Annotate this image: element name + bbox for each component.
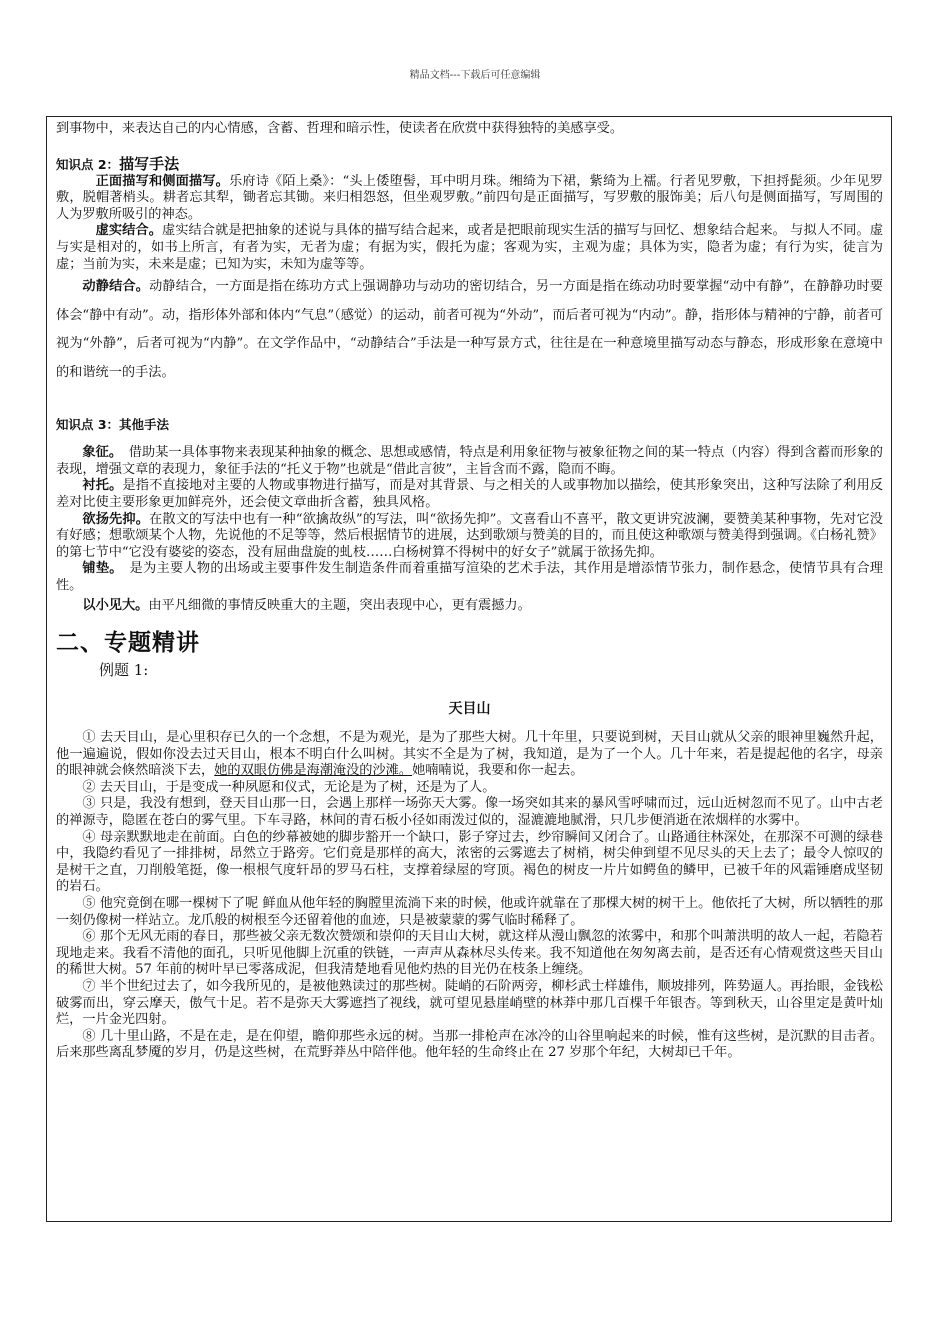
kp2-title-main: 描写手法: [119, 154, 180, 173]
kp3-term: 衬托。: [82, 478, 123, 494]
article-paragraph: ⑤ 他究竟倒在哪一棵树下了呢 鲜血从他年轻的胸膛里流淌下来的时候，他或许就靠在了那棵大树的树干上。他依托了大树，所以牺牲的那一刻仍像树一样站立。龙爪般的树根至今还留着他的血迹，只是被蒙蒙的雾气临时稀释了。: [56, 896, 883, 928]
kp3-term: 象征。: [82, 445, 116, 461]
kp3-text: 由平凡细微的事情反映重大的主题，突出表现中心，更有震撼力。: [148, 597, 531, 613]
article-title: 天目山: [448, 701, 491, 718]
kp2-item-dongjing: [56, 273, 883, 387]
kp3-text: 借助某一具体事物来表现某种抽象的概念、思想或感情，特点是利用象征物与被象征物之间的某一特点（内容）得到含蓄而形象的表现，增强文章的表现力，象征手法的“托义于物”也就是“借此言彼”，主旨含而不露，隐而不晦。: [56, 445, 883, 477]
kp2-term: 动静结合。: [82, 279, 150, 295]
section-heading: 二、专题精讲: [56, 630, 200, 657]
p1-after: 她喃喃说，我要和你一起去。: [412, 763, 584, 779]
article-paragraph: ③ 只是，我没有想到，登天目山那一日，会遇上那样一场弥天大雾。像一场突如其来的暴风雪呼啸而过，远山近树忽而不见了。山中古老的禅源寺，隐匿在苍白的雾气里。下车寻路，林间的青石板小径如雨泼过似的，湿漉漉地腻滑，只几步便消逝在浓烟样的水雾中。: [56, 796, 883, 829]
kp3-term: 铺垫。: [82, 561, 117, 577]
page-header: 精品文档---下载后可任意编辑: [409, 70, 541, 81]
article-paragraph: ④ 母亲默默地走在前面。白色的纱幕被她的脚步豁开一个缺口，影子穿过去，纱帘瞬间又闭合了。山路通往林深处，在那深不可测的绿巷中，我隐约看见了一排排树，昂然立于路旁。它们竟是那样的高大，浓密的云雾遮去了树梢，树尖伸到望不见尽头的天上去了；最令人惊叹的是树干之直，刀削般笔挺，像一根根气度轩昂的罗马石柱，支撑着绿屋的穹顶。褐色的树皮一片片如鳄鱼的鳞甲，已被千年的风霜锤磨成坚韧的岩石。: [56, 829, 883, 895]
kp3-item-xiaojianda: [56, 598, 883, 615]
kp2-term: 虚实结合。: [95, 223, 162, 239]
kp3-item-yuyang: [56, 512, 883, 562]
kp3-item-symbol: [56, 445, 883, 478]
kp3-term: 以小见大。: [82, 597, 149, 613]
kp2-text: 虚实结合就是把抽象的述说与具体的描写结合起来，或者是把眼前现实生活的描写与回忆、想象结合起来。 与拟人不同。虚与实是相对的，如书上所言，有者为实，无者为虚；有据为实，假托为虚；客观为实，主观为虚；具体为实，隐者为虚；有行为实，徒言为虚；当前为实，未来是虚；已知为实，未知为虚等等。: [56, 223, 884, 272]
kp2-title: [56, 153, 883, 174]
kp3-text: 是指不直接地对主要的人物或事物进行描写，而是对其背景、与之相关的人或事物加以描绘，使其形象突出，这种写法除了利用反差对比使主要形象更加鲜亮外，还会使文章曲折含蓄，独具风格。: [56, 478, 884, 510]
intro-line: 到事物中，来表达自己的内心情感，含蓄、哲理和暗示性，使读者在欣赏中获得独特的美感享受。: [56, 121, 624, 136]
kp3-item-pudian: [56, 561, 883, 594]
p1-underlined: 她的双眼仿佛是海潮淹没的沙滩。: [214, 763, 413, 779]
p1-before: ① 去天目山，是心里积存已久的一个念想，不是为观光，是为了那些大树。几十年里，只要说到树，天目山就从父亲的眼神里巍然升起，他一遍遍说，假如你没去过天目山，根本不明白什么叫树。其实不全是为了树，我知道，是为了一个人。几十年来，若是提起他的名字，母亲的眼神就会倏然暗淡下去，: [56, 730, 883, 779]
example-label: 例题 1:: [99, 661, 149, 680]
article-paragraph: ⑧ 几十里山路，不是在走，是在仰望，瞻仰那些永远的树。当那一排枪声在冰冷的山谷里响起来的时候，惟有这些树，是沉默的目击者。后来那些离乱梦魇的岁月，仍是这些树，在荒野莽丛中陪伴他。他年轻的生命终止在 27 岁那个年纪，大树却已千年。: [56, 1028, 883, 1061]
kp2-text: 乐府诗《陌上桑》：“头上倭堕髻，耳中明月珠。缃绮为下裙，紫绮为上襦。行者见罗敷，下担捋髭须。少年见罗敷，脱帽著梢头。耕者忘其犁，锄者忘其锄。来归相怨怒，但坐观罗敷。”前四句是正面描写，写罗敷的服饰美；后八句是侧面描写，写周围的人为罗敷所吸引的神态。: [56, 173, 883, 222]
kp3-text: 是为主要人物的出场或主要事件发生制造条件而着重描写渲染的艺术手法，其作用是增添情节张力，制作悬念，使情节具有合理性。: [56, 561, 883, 593]
content-frame: [46, 116, 892, 1222]
article-paragraph-1: [56, 730, 883, 780]
article-paragraph: ⑥ 那个无风无雨的春日，那些被父亲无数次赞颂和崇仰的天目山大树，就这样从漫山飘忽的浓雾中，和那个叫萧洪明的故人一起，若隐若现地走来。我看不清他的面孔，只听见他脚上沉重的铁链，一声声从森林尽头传来。我不知道他在匆匆离去前，是否还有心情观赏这些天目山的稀世大树。57 年前的树叶早已零落成泥，但我清楚地看见他灼热的目光仍在枝条上缠绕。: [56, 929, 883, 978]
kp3-title: 知识点 3：其他手法: [56, 417, 170, 433]
article-paragraph: ② 去天目山，于是变成一种夙愿和仪式，无论是为了树，还是为了人。: [82, 779, 496, 795]
kp2-title-prefix: 知识点 2：: [56, 156, 120, 172]
kp2-term: 正面描写和侧面描写。: [95, 173, 230, 189]
article-paragraph: ⑦ 半个世纪过去了，如今我所见的，是被他熟读过的那些树。陡峭的石阶两旁，柳杉武士样雄伟，顺坡排列，阵势逼人。再抬眼，金钱松破雾而出，穿云摩天，傲气十足。若不是弥天大雾遮挡了视线，就可望见悬崖峭壁的林莽中那几百棵千年银杏。等到秋天，山谷里定是黄叶灿烂，一片金光四射。: [56, 979, 883, 1028]
kp3-text: 在散文的写法中也有一种“欲擒故纵”的写法，叫“欲扬先抑”。文喜看山不喜平，散文更讲究波澜，要赞美某种事物，先对它没有好感；想歌颂某个人物，先说他的不足等等，然后根据情节的进展，达到歌颂与赞美的目的，而且使这种歌颂与赞美得到强调。《白杨礼赞》的第七节中“它没有婆娑的姿态，没有屈曲盘旋的虬枝……白杨树算不得树中的好女子”就属于欲扬先抑。: [56, 511, 883, 560]
kp3-item-contrast: [56, 478, 883, 511]
kp2-text: 动静结合，一方面是指在练功方式上强调静功与动功的密切结合，另一方面是指在练动功时要掌握“动中有静”，在静静功时要体会“静中有动”。动，指形体外部和体内“气息”（感觉）的运动，前者可视为“外动”，而后者可视为“内动”。静，指形体与精神的宁静，前者可视为“外静”，后者可视为“内静”。在文学作品中，“动静结合”手法是一种写景方式，往往是在一种意境里描写动态与静态，形成形象在意境中的和谐统一的手法。: [56, 279, 884, 380]
kp2-item-frontal: [56, 174, 883, 224]
kp2-item-xushi: [56, 223, 883, 273]
kp3-term: 欲扬先抑。: [82, 511, 150, 527]
